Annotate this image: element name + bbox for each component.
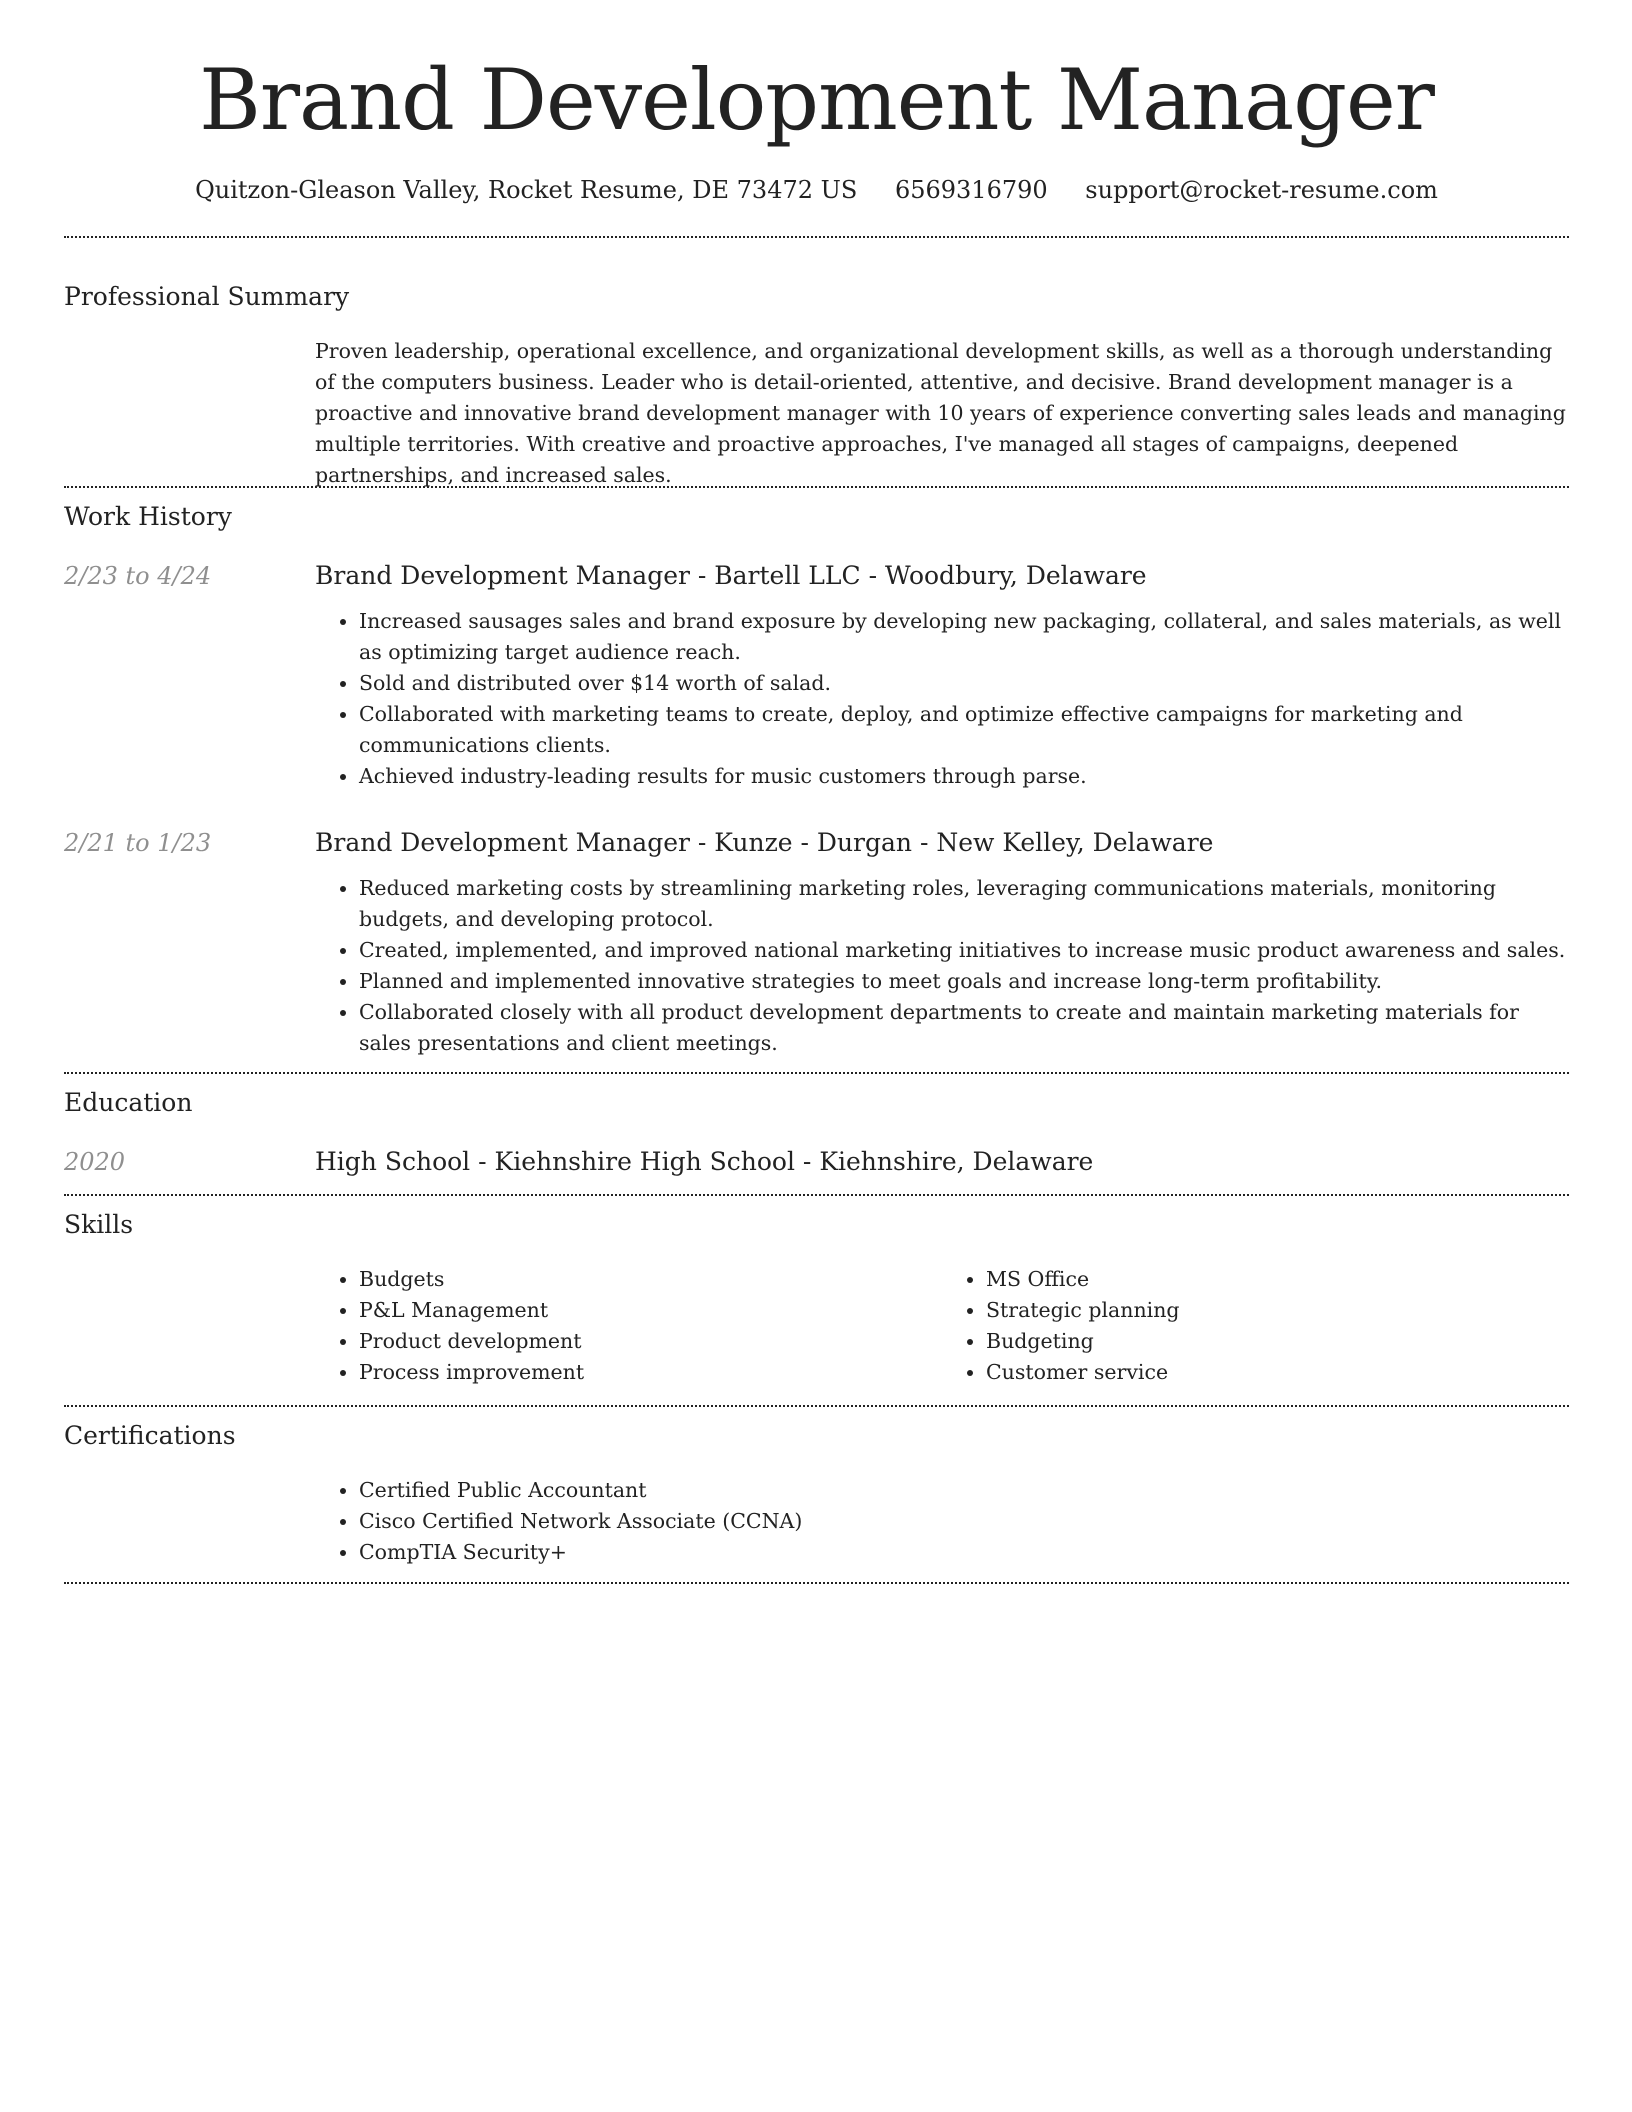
list-item: • Planned and implemented innovative strategies to meet goals and increase long-term profitability. — [359, 966, 1569, 997]
divider — [64, 1194, 1569, 1196]
list-item: • MS Office — [986, 1264, 1569, 1295]
job-bullets — [315, 873, 1569, 1059]
education-year: 2020 — [64, 1148, 126, 1176]
job-bullets — [315, 606, 1569, 792]
list-item: • Created, implemented, and improved national marketing initiatives to increase music product awareness and sales. — [359, 935, 1569, 966]
list-item: • Collaborated closely with all product development departments to create and maintain marketing materials for sales presentations and client meetings. — [359, 997, 1569, 1059]
education-section — [64, 1086, 1569, 1194]
skills-list — [315, 1264, 942, 1388]
list-item: • Reduced marketing costs by streamlining marketing roles, leveraging communications materials, monitoring budgets, and developing protocol. — [359, 873, 1569, 935]
job-dates: 2/23 to 4/24 — [64, 562, 212, 590]
list-item: • Strategic planning — [986, 1295, 1569, 1326]
contact-phone: 6569316790 — [894, 176, 1048, 204]
list-item: • Collaborated with marketing teams to create, deploy, and optimize effective campaigns for marketing and communications clients. — [359, 699, 1569, 761]
certifications-list — [315, 1475, 1569, 1568]
skills-section — [64, 1208, 1569, 1405]
job-dates: 2/21 to 1/23 — [64, 829, 212, 857]
job-heading: Brand Development Manager - Bartell LLC - Woodbury, Delaware — [315, 561, 1147, 590]
education-entry — [64, 1145, 1569, 1179]
job-entry — [64, 826, 1569, 1059]
work-history-section — [64, 500, 1569, 1072]
skills-columns — [315, 1264, 1569, 1388]
list-item: • Certified Public Accountant — [359, 1475, 1569, 1506]
list-item: • Budgets — [359, 1264, 942, 1295]
summary-text: Proven leadership, operational excellence, and organizational development skills, as well as a thorough understanding of the computers business. Leader who is detail-oriented, attentive, and decisive. Brand development manager is a proactive and innovative brand development manager with 10 years of experience converting sales leads and managing multiple territories. With creative and proactive approaches, I've managed all stages of campaigns, deepened partnerships, and increased sales. — [315, 339, 1566, 487]
divider — [64, 1072, 1569, 1074]
contact-email: support@rocket-resume.com — [1085, 176, 1438, 204]
section-title-summary: Professional Summary — [64, 282, 350, 311]
divider — [64, 1582, 1569, 1584]
resume-page — [64, 0, 1569, 1584]
list-item: • Customer service — [986, 1357, 1569, 1388]
list-item: • Product development — [359, 1326, 942, 1357]
list-item: • Process improvement — [359, 1357, 942, 1388]
summary-section — [64, 280, 1569, 486]
divider — [64, 1405, 1569, 1407]
list-item: • Achieved industry-leading results for music customers through parse. — [359, 761, 1569, 792]
section-title-education: Education — [64, 1088, 193, 1117]
list-item: • Sold and distributed over $14 worth of salad. — [359, 668, 1569, 699]
skills-list — [942, 1264, 1569, 1388]
list-item: • P&L Management — [359, 1295, 942, 1326]
list-item: • Budgeting — [986, 1326, 1569, 1357]
section-title-skills: Skills — [64, 1210, 134, 1239]
job-entry — [64, 559, 1569, 792]
list-item: • CompTIA Security+ — [359, 1537, 1569, 1568]
education-heading: High School - Kiehnshire High School - Kiehnshire, Delaware — [315, 1147, 1094, 1176]
contact-line — [64, 172, 1569, 208]
section-title-work-history: Work History — [64, 502, 232, 531]
list-item: • Increased sausages sales and brand exposure by developing new packaging, collateral, and sales materials, as well as optimizing target audience reach. — [359, 606, 1569, 668]
certifications-section — [64, 1419, 1569, 1582]
section-title-certifications: Certifications — [64, 1421, 236, 1450]
list-item: • Cisco Certified Network Associate (CCNA) — [359, 1506, 1569, 1537]
divider — [64, 236, 1569, 238]
job-heading: Brand Development Manager - Kunze - Durgan - New Kelley, Delaware — [315, 828, 1214, 857]
contact-address: Quitzon-Gleason Valley, Rocket Resume, DE 73472 US — [195, 176, 858, 204]
resume-name: Brand Development Manager — [199, 51, 1434, 149]
